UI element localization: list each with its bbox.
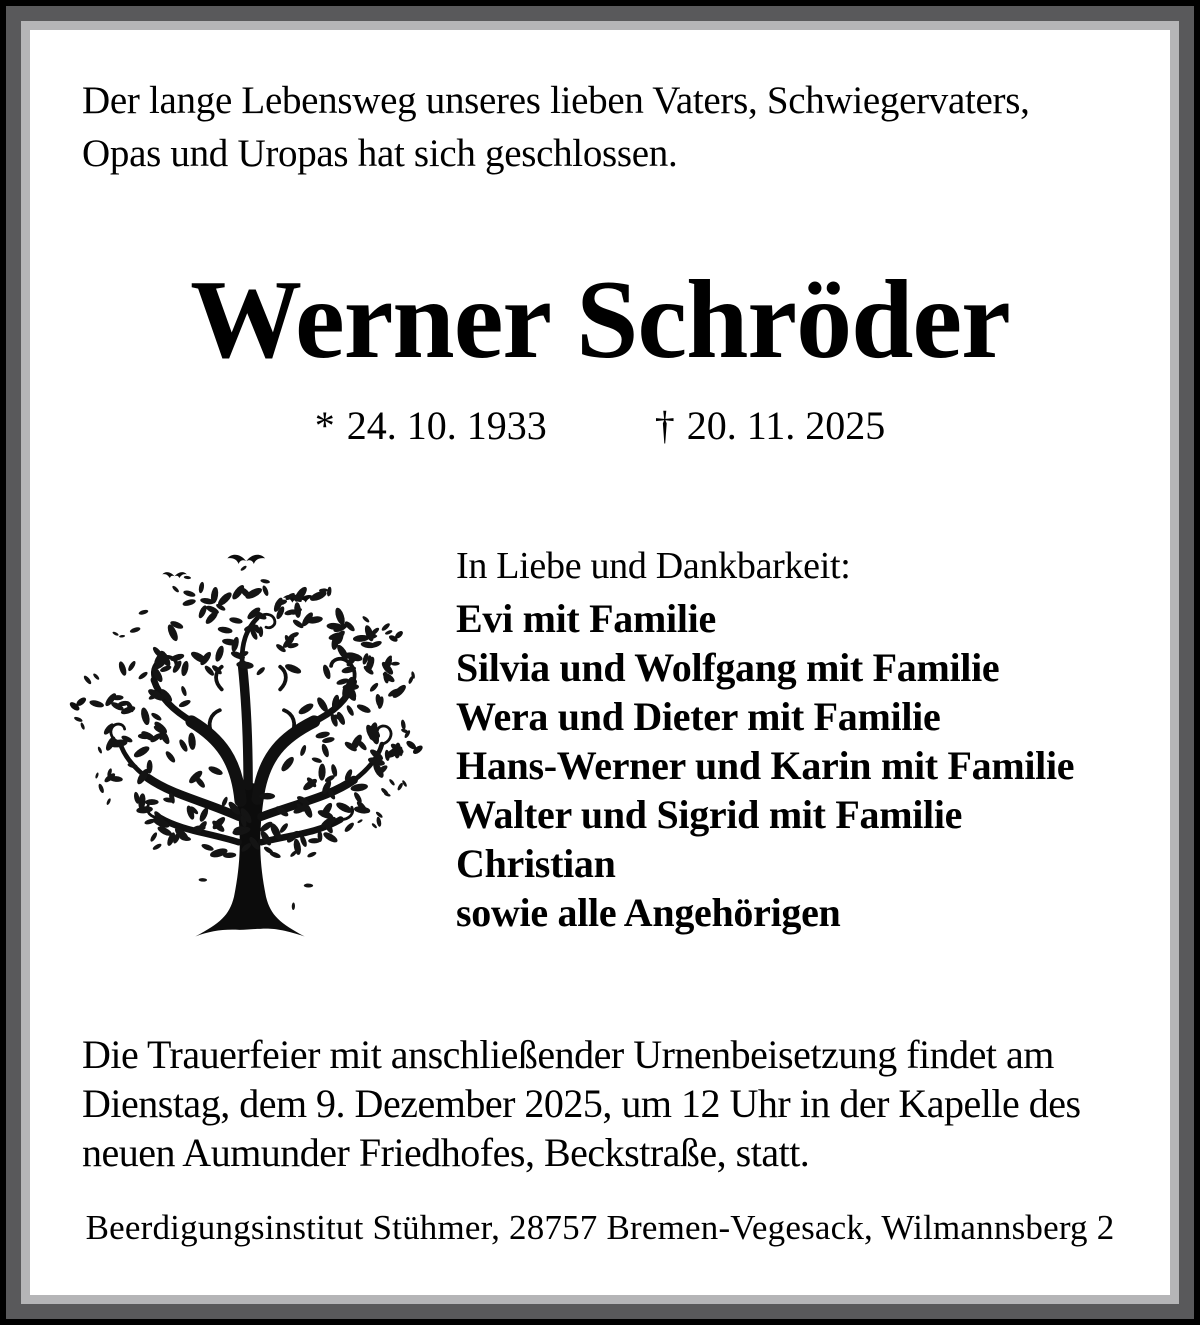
mourner-line: Wera und Dieter mit Familie <box>456 694 941 739</box>
funeral-notice <box>82 1030 1081 1177</box>
mourner-line: Evi mit Familie <box>456 596 716 641</box>
funeral-line-3: neuen Aumunder Friedhofes, Beckstraße, statt. <box>82 1130 810 1175</box>
mourner-line: sowie alle Angehörigen <box>456 890 841 935</box>
deceased-name: Werner Schröder <box>190 258 1010 382</box>
birth-star-symbol: * <box>314 403 335 448</box>
undertaker-line: Beerdigungsinstitut Stühmer, 28757 Bremen-Vegesack, Wilmannsberg 2 <box>85 1208 1115 1247</box>
death-date-value: 20. 11. 2025 <box>686 403 886 448</box>
tree-of-life-icon <box>54 548 446 944</box>
obituary-card <box>30 30 1170 1295</box>
birth-date-value: 24. 10. 1933 <box>346 403 547 448</box>
birth-date <box>315 402 547 450</box>
mourner-line: Silvia und Wolfgang mit Familie <box>456 645 1000 690</box>
intro-line-1: Der lange Lebensweg unseres lieben Vaters, Schwiegervaters, <box>82 79 1030 122</box>
intro-text <box>82 74 1030 180</box>
dedication-text: In Liebe und Dankbarkeit: <box>456 545 851 587</box>
funeral-line-1: Die Trauerfeier mit anschließender Urnenbeisetzung findet am <box>82 1032 1054 1077</box>
mourner-line: Christian <box>456 841 616 886</box>
death-date <box>655 402 886 450</box>
mourner-line: Walter und Sigrid mit Familie <box>456 792 963 837</box>
mourner-line: Hans-Werner und Karin mit Familie <box>456 743 1075 788</box>
funeral-line-2: Dienstag, dem 9. Dezember 2025, um 12 Uhr in der Kapelle des <box>82 1081 1081 1126</box>
mourners-list <box>456 594 1074 937</box>
death-cross-symbol: † <box>654 403 675 448</box>
life-dates <box>30 402 1170 450</box>
intro-line-2: Opas und Uropas hat sich geschlossen. <box>82 132 678 175</box>
